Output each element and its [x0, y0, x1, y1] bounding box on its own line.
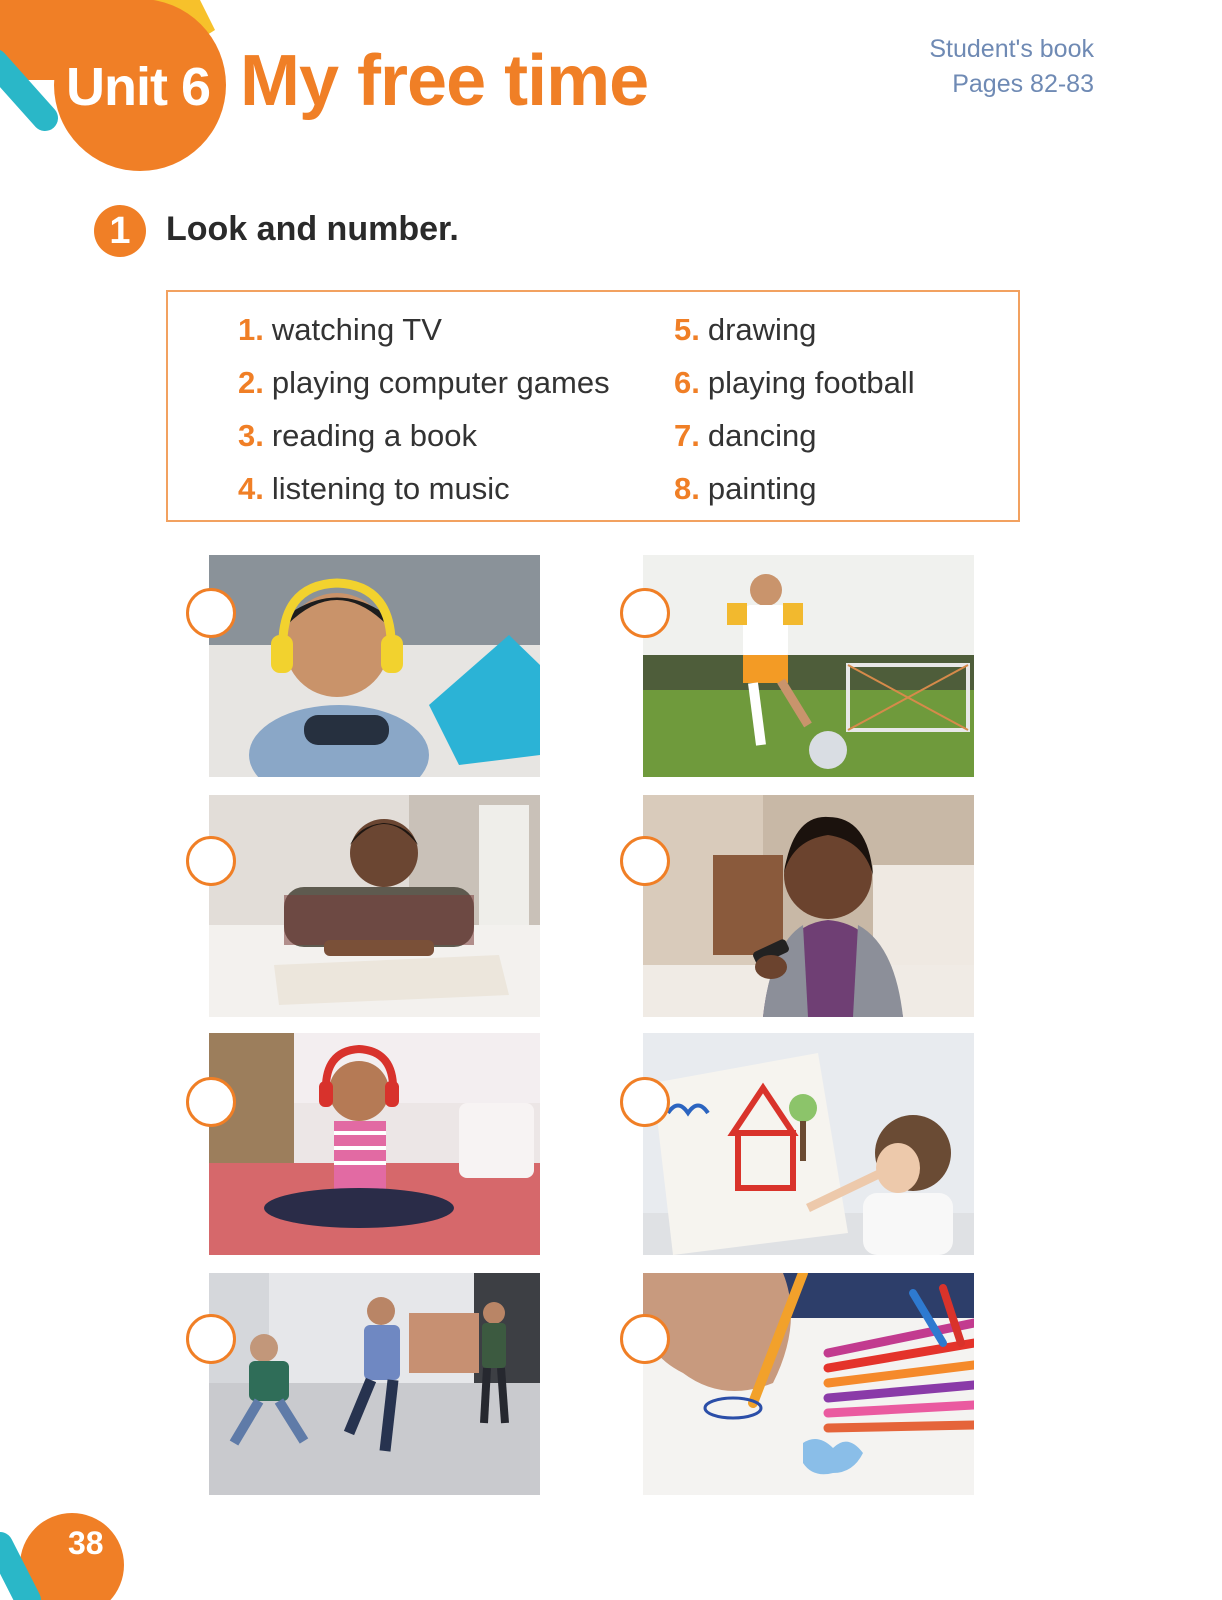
word-list-left — [238, 310, 610, 522]
photo-girl-painting-easel — [643, 1033, 974, 1255]
word-item: 6. playing football — [674, 365, 915, 400]
answer-circle[interactable] — [186, 836, 236, 886]
answer-circle[interactable] — [186, 1077, 236, 1127]
photo-hand-drawing-markers — [643, 1273, 974, 1495]
word-box — [166, 290, 1020, 522]
photo-girl-kicking-football — [643, 555, 974, 777]
photo-girl-remote-watching-tv — [643, 795, 974, 1017]
page-number-badge — [0, 1505, 130, 1600]
word-item: 4. listening to music — [238, 471, 510, 506]
page-title: My free time — [240, 41, 649, 121]
pages-ref: Pages 82-83 — [952, 70, 1094, 98]
photo-girl-listening-music — [209, 1033, 540, 1255]
word-item: 8. painting — [674, 471, 817, 506]
photo-boy-gaming-headphones — [209, 555, 540, 777]
unit-label: Unit 6 — [66, 57, 211, 117]
answer-circle[interactable] — [620, 588, 670, 638]
answer-circle[interactable] — [186, 1314, 236, 1364]
word-item: 1. watching TV — [238, 312, 442, 347]
page-number: 38 — [68, 1525, 104, 1561]
answer-circle[interactable] — [620, 1077, 670, 1127]
exercise-instruction: Look and number. — [166, 210, 459, 248]
exercise-number-badge: 1 — [94, 205, 146, 257]
word-item: 3. reading a book — [238, 418, 477, 453]
students-book-reference — [929, 32, 1094, 102]
word-item: 2. playing computer games — [238, 365, 610, 400]
word-item: 7. dancing — [674, 418, 817, 453]
answer-circle[interactable] — [186, 588, 236, 638]
photo-boys-dancing — [209, 1273, 540, 1495]
word-list-right — [674, 310, 915, 522]
photo-boy-reading-book — [209, 795, 540, 1017]
answer-circle[interactable] — [620, 836, 670, 886]
book-ref: Student's book — [929, 35, 1094, 63]
answer-circle[interactable] — [620, 1314, 670, 1364]
word-item: 5. drawing — [674, 312, 817, 347]
